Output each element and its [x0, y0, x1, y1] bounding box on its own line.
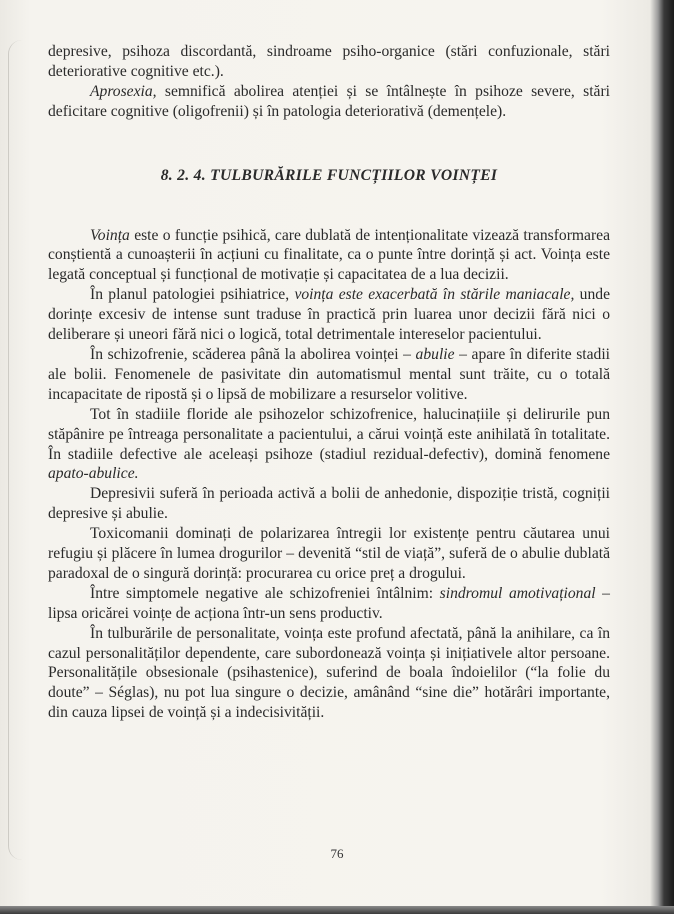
paragraph-negative-start: Între simptomele negative ale schizofreniei întâlnim: — [90, 584, 440, 602]
paragraph-maniacal-start: În planul patologiei psihiatrice, — [90, 286, 295, 304]
paragraph-schizophrenia-rest: – apare în diferite stadii ale bolii. Fenomenele de pasivitate din automatismul mental sunt trăite, cu o totală incapacitate de ripostă și o lipsă de mobilizare a resurselor volitive. — [48, 345, 611, 403]
paragraph-maniacal-italic: voința este exacerbată în stările maniacale, — [294, 286, 575, 304]
paragraph-maniacal — [48, 285, 610, 345]
term-apato-abulice: apato-abulice. — [48, 465, 139, 483]
term-abulie: abulie — [415, 345, 455, 363]
paragraph-depressives: Depresivii suferă în perioada activă a bolii de anhedonie, dispoziție tristă, cogniții depresive și abulie. — [48, 485, 610, 523]
body-text — [48, 42, 610, 723]
paragraph-negative-symptoms — [48, 584, 610, 624]
term-aprosexia: Aprosexia, — [90, 82, 157, 100]
paragraph-aprosexia-text: semnifică abolirea atenției și se întâlnește în psihoze severe, stări deficitare cognitive (oligofrenii) și în patologia deteriorativă (demențele). — [48, 82, 610, 120]
paragraph-florid-start: Tot în stadiile floride ale psihozelor schizofrenice, halucinațiile și delirurile pun stăpânire pe întreaga personalitate a pacientului, a cărui voință este anihilată în totalitate. În stadiile defective ale aceleași psihoze (stadiul rezidual-defectiv), domină fenomene — [48, 405, 610, 463]
paragraph-vointa — [48, 226, 610, 286]
paragraph-schizophrenia-start: În schizofrenie, scăderea până la abolirea voinței – — [90, 345, 416, 363]
paragraph-drug-addicts: Toxicomanii dominați de polarizarea întregii lor existențe pentru căutarea unui refugiu și plăcere în lumea drogurilor – devenită “stil de viață”, suferă de o abulie dublată paradoxal de o singură dorință: procurarea cu orice preț a drogului. — [48, 525, 610, 582]
paragraph-negative-rest: – lipsa oricărei voințe de acționa într-un sens productiv. — [48, 584, 610, 622]
binding-shadow — [8, 40, 27, 860]
paragraph-schizophrenia — [48, 345, 610, 405]
scan-edge — [0, 906, 674, 914]
paragraph-florid-stages — [48, 405, 610, 485]
section-heading: 8. 2. 4. TULBURĂRILE FUNCȚIILOR VOINȚEI — [160, 166, 498, 184]
paragraph-continuation: depresive, psihoza discordantă, sindroame psiho-organice (stări confuzionale, stări deteriorative cognitive etc.). — [48, 43, 610, 80]
term-sindromul-amotivational: sindromul amotivațional — [439, 584, 596, 602]
paragraph-vointa-text: este o funcție psihică, care dublată de intenționalitate vizează transformarea conștientă a cunoașterii în acțiuni cu finalitate, ca o punte între dorință și act. Voința este legată conceptual și funcțional de motivație și capacitatea de a lua decizii. — [48, 226, 610, 284]
page-number: 76 — [330, 846, 344, 861]
paragraph-aprosexia — [48, 82, 610, 122]
paragraph-maniacal-rest: unde dorințe excesiv de intense sunt traduse în practică prin luarea unor decizii fără nici o deliberare și uneori fără nici o logică, total detrimentale intereselor pacientului. — [48, 286, 610, 344]
paragraph-personality-disorders: În tulburările de personalitate, voința este profund afectată, până la anihilare, ca în cazul personalităților dependente, care subordonează voința și inițiativele altor persoane. Personalitățile obsesionale (psihastenice), suferind de boala îndoielilor (“la folie du doute” – Séglas), nu pot lua singure o decizie, amânând “sine die” hotărâri importante, din cauza lipsei de voință și a indecisivității. — [48, 624, 610, 722]
term-vointa: Voința — [90, 226, 130, 244]
